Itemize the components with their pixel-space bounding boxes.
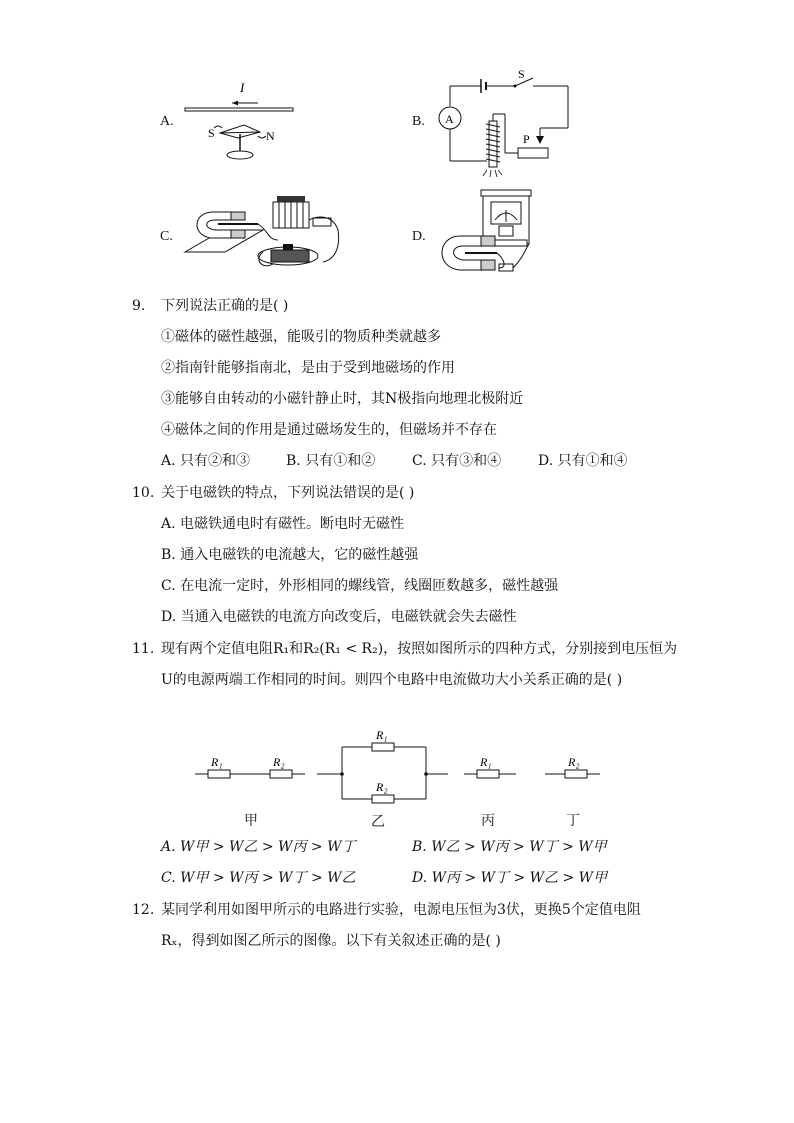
circuit-label-yi: 乙 — [371, 814, 385, 830]
figure-c-motor-apparatus — [183, 190, 343, 278]
current-label: I — [240, 80, 245, 95]
figure-b-electromagnet-circuit — [435, 66, 575, 181]
q11-option-d[interactable]: D. W丙 > W丁 > W乙 > W甲 — [412, 870, 608, 886]
q9-statement-4: ④磁体之间的作用是通过磁场发生的，但磁场并不存在 — [161, 422, 497, 438]
q11-number: 11. — [132, 641, 155, 657]
q9-statement-3: ③能够自由转动的小磁针静止时，其N极指向地理北极附近 — [161, 391, 524, 407]
q9-number: 9. — [132, 298, 146, 314]
jia-r2-label: R₂ — [273, 755, 285, 769]
option-d-letter: D. — [412, 229, 426, 244]
circuit-label-ding: 丁 — [566, 813, 580, 829]
q12-number: 12. — [132, 902, 155, 918]
q9-option-b[interactable]: B. 只有①和② — [286, 453, 376, 469]
jia-r1-label: R₁ — [211, 755, 223, 769]
circuit-ding — [545, 755, 600, 778]
yi-r2-label: R₂ — [376, 780, 388, 794]
circuit-yi — [317, 728, 448, 803]
ding-r2-label: R₂ — [568, 755, 580, 769]
option-b-letter: B. — [412, 114, 425, 129]
q11-option-b[interactable]: B. W乙 > W丙 > W丁 > W甲 — [412, 839, 607, 855]
option-a-letter: A. — [160, 114, 174, 129]
q11-stem-line2: U的电源两端工作相同的时间。则四个电路中电流做功大小关系正确的是( ) — [161, 672, 623, 688]
q10-option-d[interactable]: D. 当通入电磁铁的电流方向改变后，电磁铁就会失去磁性 — [161, 609, 517, 625]
circuit-bing — [464, 755, 516, 778]
ammeter-label: A — [445, 112, 454, 126]
q9-stem: 下列说法正确的是( ) — [161, 298, 289, 314]
s-pole-label: S — [208, 126, 215, 140]
q10-option-b[interactable]: B. 通入电磁铁的电流越大，它的磁性越强 — [161, 547, 419, 563]
q10-stem: 关于电磁铁的特点，下列说法错误的是( ) — [161, 485, 415, 501]
q9-option-d[interactable]: D. 只有①和④ — [538, 453, 628, 469]
q11-stem-line1: 现有两个定值电阻R₁和R₂(R₁ < R₂)，按照如图所示的四种方式，分别接到电压恒为 — [161, 641, 678, 657]
q9-option-c[interactable]: C. 只有③和④ — [412, 453, 502, 469]
q10-option-a[interactable]: A. 电磁铁通电时有磁性。断电时无磁性 — [161, 516, 405, 532]
figure-a-compass-wire — [180, 76, 310, 166]
bing-r1-label: R₁ — [480, 755, 492, 769]
q10-number: 10. — [132, 485, 155, 501]
q9-statement-1: ①磁体的磁性越强，能吸引的物质种类就越多 — [161, 329, 441, 345]
circuit-label-jia: 甲 — [244, 813, 258, 829]
q11-option-c[interactable]: C. W甲 > W丙 > W丁 > W乙 — [161, 870, 356, 886]
n-pole-label: N — [266, 129, 275, 143]
slider-label: P — [523, 132, 530, 146]
q12-stem-line2: Rₓ，得到如图乙所示的图像。以下有关叙述正确的是( ) — [161, 933, 501, 949]
switch-label: S — [518, 67, 525, 81]
figure-d-generator-apparatus — [435, 188, 545, 278]
circuit-label-bing: 丙 — [481, 813, 495, 829]
circuit-jia — [195, 755, 305, 778]
q10-option-c[interactable]: C. 在电流一定时，外形相同的螺线管，线圈匝数越多，磁性越强 — [161, 578, 559, 594]
option-c-letter: C. — [160, 229, 173, 244]
q9-option-a[interactable]: A. 只有②和③ — [161, 453, 251, 469]
q9-statement-2: ②指南针能够指南北，是由于受到地磁场的作用 — [161, 360, 455, 376]
q11-option-a[interactable]: A. W甲 > W乙 > W丙 > W丁 — [161, 839, 356, 855]
q12-stem-line1: 某同学利用如图甲所示的电路进行实验，电源电压恒为3伏，更换5个定值电阻 — [161, 902, 641, 918]
yi-r1-label: R₁ — [376, 728, 388, 742]
